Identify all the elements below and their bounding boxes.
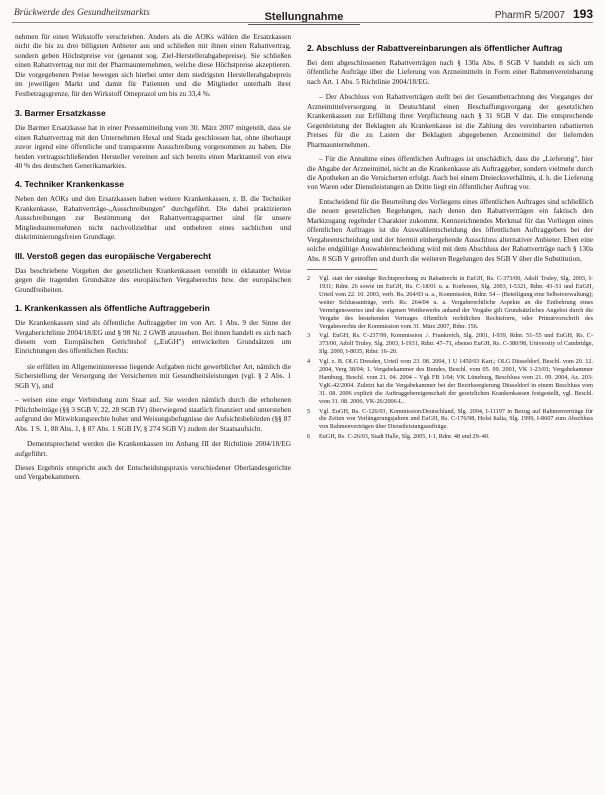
- footnote-text: Vgl. EuGH, Rs. C-126/03, Kommission/Deutschland, Slg. 2004, I-11197 in Bezug auf Rahmenverträge für die Zeiten von Verlängerungsjahren und EuGH, Rs. C-176/98, Holst Italia, Slg. 1999, I-8607 zum Abschluss von Rahmenverträgen über Dienstleistungsaufträge.: [319, 407, 593, 431]
- paragraph: nehmen für einen Wirkstoffe verschrieben. Anders als die AOKs wählen die Ersatzkassen nicht die bis zu drei billigsten Anbieter aus und schließen mit ihnen einen Rabattvertrag, sondern geben Höchstpreise vor (genannt sog. Ziel-Herstellerabgabepreise). Sie schließen einen Rabattvertrag nur mit der Pharmaunternehmen, welche diese Höchstpreise akzeptieren. Die vorgegebenen Preise bewegen sich hierbei unter dem niedrigsten Herstellerabgabepreis im jeweiligen Markt und damit für Patienten und die Mitglieder unterhalb ihrer Festbetragsgrenze, für den Wirkstoff Omeprazol um bis zu 33,4 %.: [15, 32, 291, 98]
- paragraph: Bei dem abgeschlossenen Rabattverträgen nach § 130a Abs. 8 SGB V handelt es sich um öffentliche Aufträge über die Lieferung von Arzneimitteln in Form einer Rahmenvereinbarung nach Art. 1 Abs. 5 Richtlinie 2004/18/EG.: [307, 58, 593, 86]
- footnote: [307, 433, 593, 441]
- paragraph: – Für die Annahme eines öffentlichen Auftrages ist unschädlich, dass die „Lieferung", hier die Abgabe der Arzneimittel, nicht an die Krankenkasse als Auftraggeber, sondern vielmehr durch die Apotheken an die Versicherten erfolgt. Auch bei einem Dreiecksverhältnis, d. h. die Lieferung von Waren oder Dienstleistungen an Dritte liegt ein öffentlicher Auftrag vor.: [307, 154, 593, 192]
- footnote: [307, 408, 593, 432]
- paragraph: Die Krankenkassen sind als öffentliche Auftraggeber im von Art. 1 Abs. 9 der Sinne der Vergaberichtlinie 2004/18/EG und § 98 Nr. 2 GWB anzusehen. Bei ihnen handelt es sich nach diesem vom Europäischen Gerichtshof („EuGH") entwickelten Grundsätzen um Einrichtungen des öffentlichen Rechts:: [15, 318, 291, 356]
- footnote-text: EuGH, Rs. C-26/03, Stadt Halle, Slg. 2005, I-1, Rdnr. 48 und 29–40.: [319, 433, 490, 441]
- paragraph: – weisen eine enge Verbindung zum Staat auf. Sie werden nämlich durch die erhobenen Pflichtbeiträge (§§ 3 SGB V, 22, 28 SGB IV) überwiegend staatlich finanziert und unterstehen aufgrund der Mitwirkungsrechte hoher und Weisungsbefugnisse der Aufsichtsbehörden (§§ 87 Abs. 1 S. 1, 88 Abs. 1, § 87 Abs. 1 SGB IV, § 274 SGB V) zudem der Staatsaufsicht.: [15, 395, 291, 433]
- paragraph: Dieses Ergebnis entspricht auch der Entscheidungspraxis verschiedener Oberlandesgerichte und Vergabekammern.: [15, 462, 291, 482]
- left-column: [15, 32, 291, 488]
- page-number: 193: [572, 7, 593, 21]
- running-header-left: Brückwerde des Gesundheitsmarkts: [14, 8, 150, 18]
- footnote-rule: [307, 269, 377, 270]
- section-heading: III. Verstoß gegen das europäische Vergaberecht: [15, 250, 212, 261]
- issue-label: PharmR 5/2007: [494, 10, 565, 21]
- footnote-number: 2: [307, 275, 311, 283]
- footnote-number: 4: [307, 358, 311, 366]
- section-heading: 4. Techniker Krankenkasse: [15, 179, 124, 190]
- header-rule: [12, 22, 593, 23]
- footnote-text: Vgl. z. B. OLG Dresden, Urteil vom 23. 08. 2004, 1 U 1450/03 Kart.; OLG Düsseldorf, Beschl. vom 20. 12. 2004, Verg 38/04; 1. Vergabekammer des Bundes, Beschl. vom 05. 09. 2001, VK 1-23/01; Vergabekammer Hamburg, Beschl. vom 21. 04. 2004 – Vgk FB 1/04; VK Lüneburg, Beschluss vom 21. 09. 2004, Az. 203-VgK-42/2004. Zuletzt hat die Vergabekammer bei der Bezirksregierung Düsseldorf in einem Beschluss vom 31. 08. 2006 explizit die Auftraggebereigenschaft der gesetzlichen Krankenkassen festgestellt, vgl. Beschl. vom 31. 08. 2006, VK-26/2006-L.: [319, 358, 593, 405]
- paragraph: Neben den AOKs und den Ersatzkassen haben weitere Krankenkassen, z. B. die Techniker Krankenkasse, Rabattverträge-„Ausschreibungen" durchgeführt. Die dabei praktizierten Ausschreibungen zur Bestimmung der Rabattvertragspartner sind für unsere Mitgliedsunternehmen nicht nachvollziehbar und entbehren eines sachlichen und diskriminierungsfreien Grundlage.: [15, 194, 291, 242]
- section-heading: 2. Abschluss der Rabattvereinbarungen als öffentlicher Auftrag: [307, 43, 563, 53]
- paragraph: Entscheidend für die Beurteilung des Vorliegens eines öffentlichen Auftrages sind schließlich die neuen gesetzlichen Regelungen, nach denen den Rabattverträgen ein faktisch den Marktzugang regelnder Charakter zukommt. Kennzeichnendes Merkmal für das Vorliegen eines öffentlichen Auftrages ist die Auswahlentscheidung des öffentlichen Auftraggebers bei der Vergabeentscheidung und der hiermit einhergehende Ausschluss alternativer Anbieter. Eben eine solche endgültige Auswahlentscheidung wird mit dem Abschluss der Rabattverträge nach § 130a Abs. 8 SGB V getroffen und durch die weiteren Regelungen des SGB V über die Substitution.: [307, 196, 593, 263]
- paragraph: Das beschriebene Vorgehen der gesetzlichen Krankenkassen verstößt in eklatanter Weise gegen die tragenden Grundsätze des europäischen Vergaberechts bzw. der europäischen Grundfreiheiten.: [15, 265, 291, 294]
- footnote-number: 5: [307, 407, 311, 415]
- running-header-right: [495, 7, 593, 21]
- footnote-number: 3: [307, 332, 311, 340]
- section-title: Stellungnahme: [248, 11, 360, 25]
- paragraph: sie erfüllen im Allgemeininteresse liegende Aufgaben nicht gewerblicher Art, nämlich die Sicherstellung der Versorgung der Versicherten mit Gesundheitsleistungen (vgl. § 2 Abs. 1 SGB V), und: [15, 361, 291, 390]
- right-column: [307, 32, 593, 443]
- paragraph: – Der Abschluss von Rabattverträgen stellt bei der Gesamtbetrachtung des Vorganges der Arzneimittelversorgung in Deutschland einen Beschaffungsvorgang der gesetzlichen Krankenkassen zur Erfüllung ihrer Verpflichtung nach § 31 SGB V dar. Die entsprechende Gegenleistung der Beklagten als Krankenkasse ist die Zahlung des vereinbarten rabattierten Preises für die zu Lasten der Beklagten abgegebenen Arzneimittel der liefernden Pharmaunternehmen.: [307, 92, 593, 149]
- section-heading: 3. Barmer Ersatzkasse: [15, 108, 106, 119]
- footnote-number: 6: [307, 433, 311, 441]
- paragraph: Dementsprechend werden die Krankenkassen im Anhang III der Richtlinie 2004/18/EG aufgeführt.: [15, 439, 291, 458]
- section-heading: 1. Krankenkassen als öffentliche Auftraggeberin: [15, 303, 210, 314]
- footnote-text: Vgl. statt der ständige Rechtsprechung zu Rabattrecht in EuGH, Rs. C-373/00, Adolf Truley, Slg. 2003, I-1931; Rdnr. 26 sowie im EuGH, Rs. C-18/01 u. a. Korhonen, Slg. 2003, I-5321, Rdnr. 43–51 und EuGH, Urteil vom 22. 10. 2003, verb. Rs. 264/03 u. a., Kommission, Rdnr. 54 – (Beteiligung eine Selbstverwaltung); weiter Schlussanträge, verb. Rs. 264/04 u. a. Vergaberechtliche Aspekte an die Entbehrung eines Vermögenswertes und des eigenen Wettbewerbs anhand der Vergabe gilt Grundsätzliches Angebot durch die Vergabe des bestehenden Vertrages öffentlich rechtlichen Rechtsform, oder Primärvorschrift des Vergabesrechts der Kommission vom 31. März 2007, Rdnr. 156.: [319, 275, 593, 330]
- footnote: [307, 275, 593, 330]
- footnote: [307, 358, 593, 405]
- footnote: [307, 332, 593, 356]
- footnote-text: Vgl. EuGH, Rs. C-237/99, Kommission ./. Frankreich, Slg. 2001, I-939, Rdnr. 51–55 und EuGH, Rs. C-373/00, Adolf Truley, Slg. 2003, I-1931, Rdnr. 47–71, ebenso EuGH, Rs. C-380/98, University of Cambridge, Slg. 2000, I-8035, Rdnr. 16–20.: [319, 332, 593, 356]
- paragraph: Die Barmer Ersatzkasse hat in einer Pressemitteilung vom 30. März 2007 mitgeteilt, dass sie einen Rabattvertrag mit den Unternehmen Hexal und Stada geschlossen hat, ohne überhaupt zuvor irgend eine öffentliche und transparente Ausschreibung vorgenommen zu haben. Die beiden vertragsschließenden Hersteller vereinen auf sich bereits einen Marktanteil von etwa 40 % des deutschen Generikamarktes.: [15, 123, 291, 170]
